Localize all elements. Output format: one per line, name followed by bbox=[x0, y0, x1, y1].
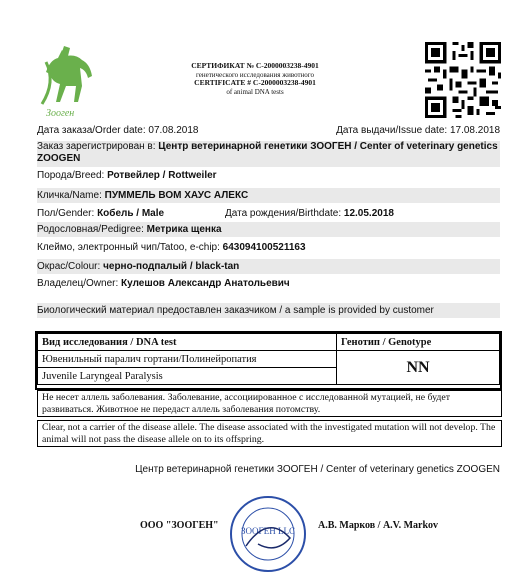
cert-line-4: of animal DNA tests bbox=[226, 87, 284, 96]
birthdate-value: 12.05.2018 bbox=[343, 208, 394, 219]
issue-date: Дата выдачи/Issue date: 17.08.2018 bbox=[336, 125, 500, 136]
table-header-row bbox=[38, 334, 500, 351]
chip-label: Клеймо, электронный чип/Tatoo, e-chip: bbox=[37, 242, 223, 253]
tests-table bbox=[37, 333, 500, 385]
signatory-name: А.В. Марков / A.V. Markov bbox=[318, 520, 439, 531]
name-value: ПУММЕЛЬ ВОМ ХАУС АЛЕКС bbox=[104, 190, 249, 201]
table-row bbox=[38, 351, 500, 368]
registered-block bbox=[37, 141, 500, 167]
colour-value: черно-подпалый / black-tan bbox=[103, 261, 240, 272]
registered-label: Заказ зарегистрирован в: bbox=[37, 141, 159, 152]
zoogen-logo bbox=[36, 42, 100, 120]
col-test-header: Вид исследования / DNA test bbox=[38, 334, 337, 351]
sample-row bbox=[37, 303, 500, 318]
sample-text: Биологический материал предоставлен заказчиком / a sample is provided by customer bbox=[37, 305, 434, 316]
logo-text: Зооген bbox=[46, 108, 75, 119]
pedigree-value: Метрика щенка bbox=[146, 224, 222, 235]
certificate-title bbox=[150, 62, 360, 96]
cert-line-1: СЕРТИФИКАТ № C-2000003238-4901 bbox=[191, 61, 319, 70]
colour-label: Окрас/Colour: bbox=[37, 261, 104, 272]
qr-code bbox=[425, 42, 501, 118]
name-label: Кличка/Name: bbox=[37, 190, 105, 201]
breed-label: Порода/Breed: bbox=[37, 170, 108, 181]
test-name-en: Juvenile Laryngeal Paralysis bbox=[38, 368, 337, 385]
footer-center: Центр ветеринарной генетики ЗООГЕН / Center of veterinary genetics ZOOGEN bbox=[135, 464, 500, 475]
col-genotype-header: Генотип / Genotype bbox=[337, 334, 500, 351]
chip-row bbox=[37, 240, 500, 255]
registered-value: Центр ветеринарной генетики ЗООГЕН / Center of veterinary genetics ZOOGEN bbox=[37, 141, 498, 164]
pedigree-label: Родословная/Pedigree: bbox=[37, 224, 147, 235]
order-date: Дата заказа/Order date: 07.08.2018 bbox=[37, 125, 199, 136]
birthdate-label: Дата рождения/Birthdate: bbox=[225, 208, 344, 219]
name-row bbox=[37, 188, 500, 203]
breed-row bbox=[37, 168, 500, 183]
test-name-ru: Ювенильный паралич гортани/Полинейропатия bbox=[38, 351, 337, 368]
gender-row bbox=[37, 206, 500, 221]
gender-label: Пол/Gender: bbox=[37, 208, 98, 219]
breed-value: Ротвейлер / Rottweiler bbox=[107, 170, 217, 181]
note-ru: Не несет аллель заболевания. Заболевание, ассоциированное с исследованной мутацией, не будет развиваться. Животное не передаст аллель заболевания потомству. bbox=[37, 390, 502, 417]
owner-row bbox=[37, 276, 500, 291]
gender-value: Кобель / Male bbox=[97, 208, 165, 219]
seal-text: ЗООГЕН LLC bbox=[241, 526, 295, 536]
cert-line-2: генетического исследования животного bbox=[195, 70, 314, 79]
company-seal bbox=[228, 494, 308, 574]
genotype-value: NN bbox=[337, 351, 500, 385]
owner-label: Владелец/Owner: bbox=[37, 278, 122, 289]
company-name: ООО "ЗООГЕН" bbox=[140, 520, 219, 531]
colour-row bbox=[37, 259, 500, 274]
note-en: Clear, not a carrier of the disease allele. The disease associated with the investigated mutation will not develop. The animal will not pass the disease allele on to its offspring. bbox=[37, 420, 502, 447]
cert-line-3: CERTIFICATE # C-2000003238-4901 bbox=[194, 78, 316, 87]
pedigree-row bbox=[37, 222, 500, 237]
owner-value: Кулешов Александр Анатольевич bbox=[121, 278, 290, 289]
birthdate-field bbox=[225, 206, 394, 221]
chip-value: 643094100521163 bbox=[222, 242, 306, 253]
